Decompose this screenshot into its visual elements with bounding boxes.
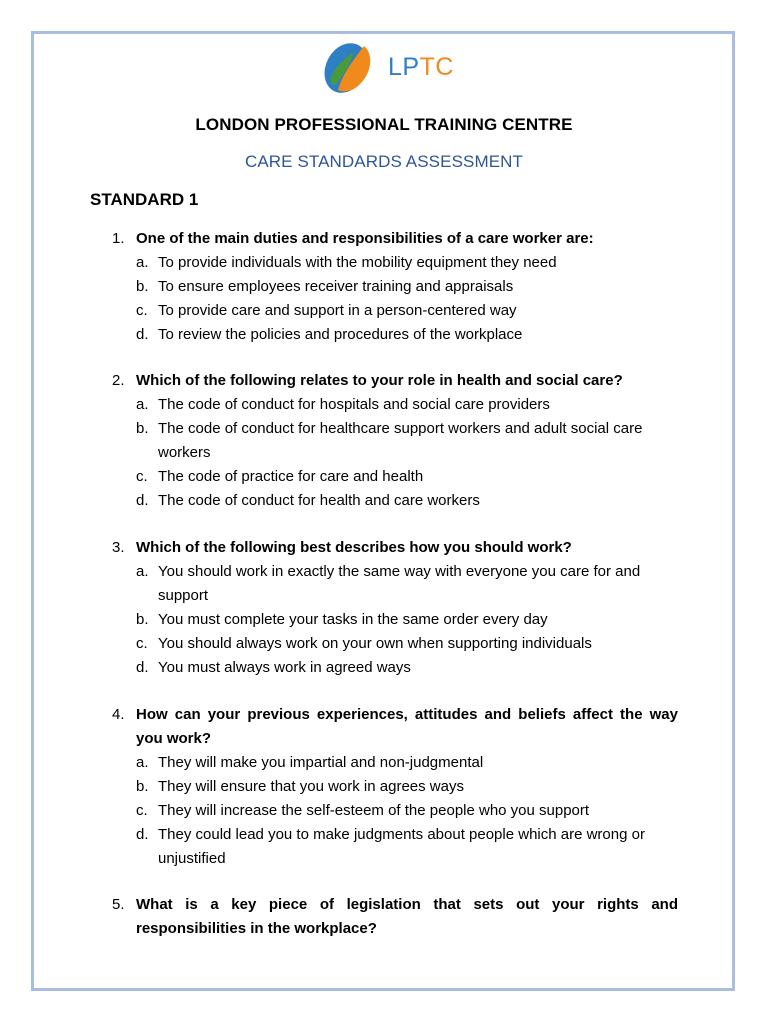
option-text: They will make you impartial and non-judgmental: [158, 754, 484, 771]
option-letter: d.: [136, 826, 149, 843]
option-letter: d.: [136, 326, 149, 343]
answer-option: [112, 251, 678, 275]
question-text: Which of the following best describes how you should work?: [136, 539, 572, 556]
question-number: 2.: [112, 372, 125, 389]
question-header: [112, 536, 678, 560]
answer-option: [112, 393, 678, 417]
option-text: The code of conduct for healthcare support workers and adult social care workers: [158, 420, 643, 461]
option-text: You must complete your tasks in the same order every day: [158, 611, 548, 628]
option-letter: a.: [136, 396, 149, 413]
option-text: You should always work on your own when supporting individuals: [158, 635, 592, 652]
question-3: [112, 536, 678, 680]
question-text: What is a key piece of legislation that sets out your rights and responsibilities in the workplace?: [136, 896, 678, 937]
option-letter: b.: [136, 778, 149, 795]
option-text: To provide care and support in a person-centered way: [158, 302, 517, 319]
question-number: 3.: [112, 539, 125, 556]
question-text: Which of the following relates to your role in health and social care?: [136, 372, 623, 389]
option-letter: b.: [136, 278, 149, 295]
question-header: [112, 893, 678, 941]
question-2: [112, 369, 678, 513]
answer-option: [112, 751, 678, 775]
option-text: To review the policies and procedures of the workplace: [158, 326, 523, 343]
answer-option: [112, 323, 678, 347]
lptc-logo: [320, 40, 460, 96]
option-letter: a.: [136, 563, 149, 580]
answer-option: [112, 656, 678, 680]
answer-option: [112, 775, 678, 799]
document-subtitle: CARE STANDARDS ASSESSMENT: [244, 152, 524, 171]
logo-text-tc: TC: [419, 53, 454, 81]
question-text: One of the main duties and responsibilities of a care worker are:: [136, 230, 594, 247]
lptc-logo-text: [388, 53, 454, 82]
question-header: [112, 703, 678, 751]
question-number: 4.: [112, 706, 125, 723]
option-letter: c.: [136, 635, 148, 652]
answer-option: [112, 799, 678, 823]
option-text: You should work in exactly the same way with everyone you care for and support: [158, 563, 641, 604]
option-letter: b.: [136, 420, 149, 437]
question-header: [112, 227, 678, 251]
option-letter: c.: [136, 468, 148, 485]
answer-option: [112, 489, 678, 513]
option-text: They will ensure that you work in agrees ways: [158, 778, 464, 795]
logo-text-lp: LP: [388, 53, 420, 81]
option-letter: a.: [136, 754, 149, 771]
question-number: 5.: [112, 896, 125, 913]
question-4: [112, 703, 678, 871]
option-letter: c.: [136, 802, 148, 819]
question-text: How can your previous experiences, attitudes and beliefs affect the way you work?: [136, 706, 678, 747]
answer-option: [112, 465, 678, 489]
option-text: You must always work in agreed ways: [158, 659, 411, 676]
lptc-logo-emblem: [320, 40, 384, 96]
answer-option: [112, 299, 678, 323]
question-1: [112, 227, 678, 347]
answer-option: [112, 608, 678, 632]
option-letter: b.: [136, 611, 149, 628]
option-letter: d.: [136, 659, 149, 676]
org-title: LONDON PROFESSIONAL TRAINING CENTRE: [195, 115, 573, 134]
answer-option: [112, 417, 678, 465]
option-text: They could lead you to make judgments about people which are wrong or unjustified: [158, 826, 645, 867]
option-letter: c.: [136, 302, 148, 319]
question-header: [112, 369, 678, 393]
option-text: They will increase the self-esteem of the people who you support: [158, 802, 590, 819]
answer-option: [112, 275, 678, 299]
option-text: The code of practice for care and health: [158, 468, 424, 485]
answer-option: [112, 823, 678, 871]
option-letter: a.: [136, 254, 149, 271]
option-letter: d.: [136, 492, 149, 509]
answer-option: [112, 632, 678, 656]
option-text: To ensure employees receiver training and appraisals: [158, 278, 514, 295]
section-title: STANDARD 1: [90, 190, 199, 209]
answer-option: [112, 560, 678, 608]
question-5: [112, 893, 678, 941]
option-text: The code of conduct for health and care workers: [158, 492, 480, 509]
question-number: 1.: [112, 230, 125, 247]
option-text: The code of conduct for hospitals and social care providers: [158, 396, 550, 413]
option-text: To provide individuals with the mobility equipment they need: [158, 254, 557, 271]
